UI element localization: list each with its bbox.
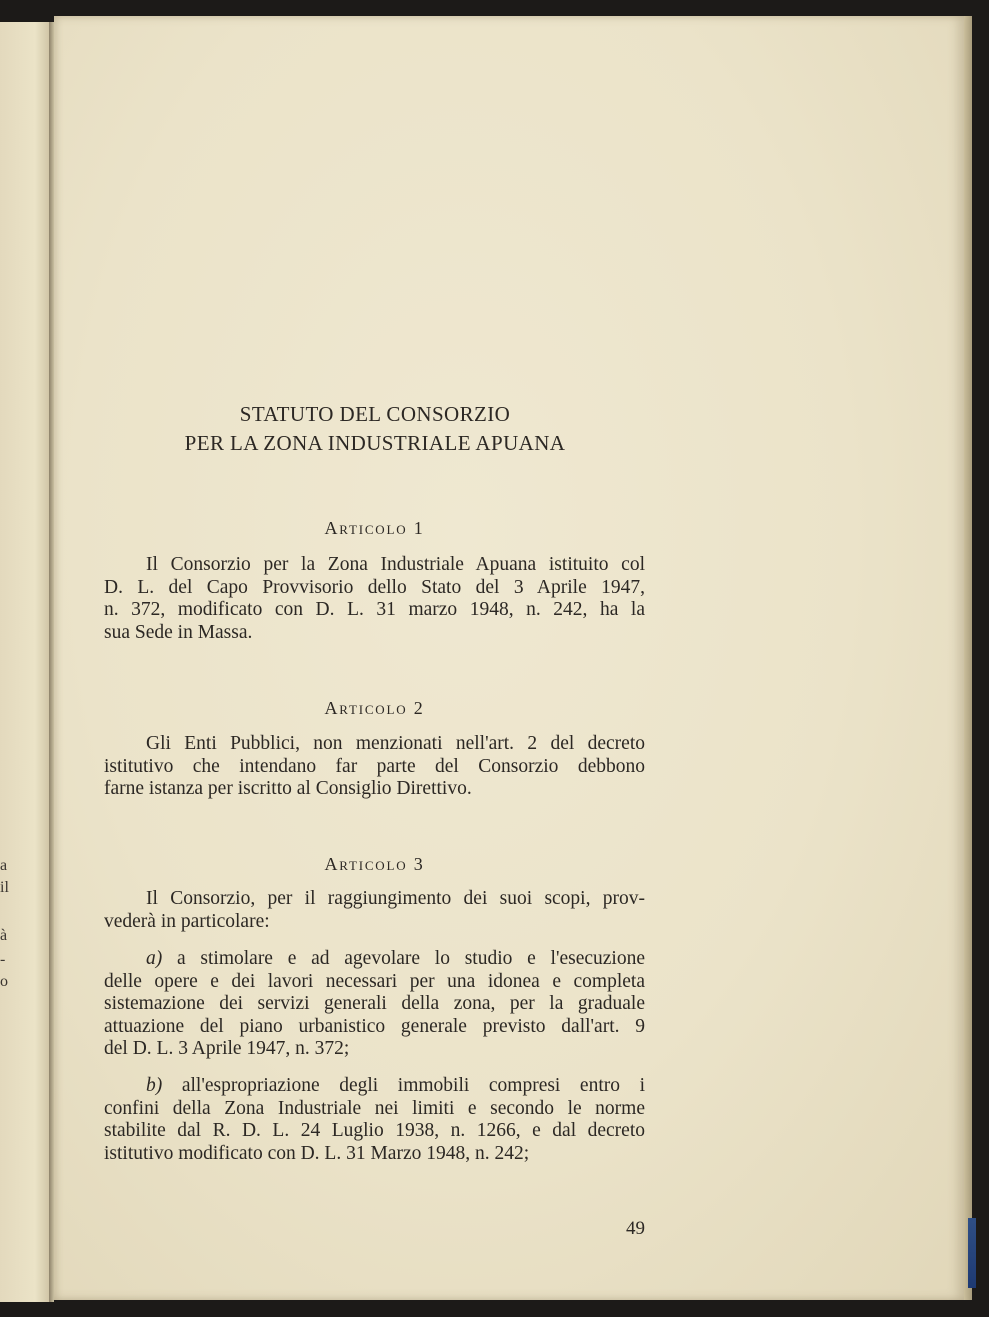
article-2-body (104, 733, 645, 801)
article-line: del D. L. 3 Aprile 1947, n. 372; (104, 1038, 350, 1059)
article-line: stabilite dal R. D. L. 24 Luglio 1938, n. 1266, e dal decreto (104, 1120, 645, 1141)
article-line: a stimolare e ad agevolare lo studio e l'esecuzione (177, 948, 645, 969)
facing-page-fragment: il (0, 879, 9, 896)
document-title-line-1: STATUTO DEL CONSORZIO (239, 402, 511, 426)
article-line: istitutivo che intendano far parte del Consorzio debbono (104, 755, 645, 777)
facing-page-fragment: à (0, 927, 8, 944)
facing-page-fragment: a (0, 857, 8, 874)
article-line: sistemazione dei servizi generali della zona, per la graduale (104, 993, 645, 1014)
article-3-intro (104, 888, 645, 933)
article-1-heading: Articolo 1 (324, 518, 425, 538)
article-line: Il Consorzio per la Zona Industriale Apuana istituito col (146, 554, 645, 575)
article-3-item-a (104, 948, 645, 1061)
article-line: istitutivo modificato con D. L. 31 Marzo 1948, n. 242; (104, 1142, 530, 1164)
article-line: attuazione del piano urbanistico generale previsto dall'art. 9 (104, 1015, 645, 1037)
article-1-body (104, 554, 645, 644)
article-line: sua Sede in Massa. (104, 621, 253, 643)
page-number: 49 (626, 1218, 645, 1239)
article-line: Il Consorzio, per il raggiungimento dei suoi scopi, prov- (146, 888, 645, 909)
facing-page-edge (0, 22, 50, 1302)
facing-page-fragment: o (0, 973, 8, 990)
page-right-edge (964, 16, 972, 1300)
document-title-line-2: PER LA ZONA INDUSTRIALE APUANA (184, 431, 566, 455)
scan-color-marker (968, 1218, 976, 1288)
item-marker: a) (146, 948, 163, 969)
article-line: confini della Zona Industriale nei limiti e secondo le norme (104, 1097, 645, 1119)
facing-page-fragment: - (0, 951, 6, 968)
article-line: D. L. del Capo Provvisorio dello Stato del 3 Aprile 1947, (104, 576, 645, 598)
article-line: all'espropriazione degli immobili compresi entro i (181, 1075, 646, 1096)
article-line: n. 372, modificato con D. L. 31 marzo 1948, n. 242, ha la (104, 599, 645, 620)
article-line: delle opere e dei lavori necessari per una idonea e completa (104, 970, 645, 992)
item-marker: b) (146, 1075, 163, 1096)
article-3-item-b (104, 1075, 645, 1165)
article-line: farne istanza per iscritto al Consiglio Direttivo. (104, 778, 472, 799)
article-3-heading: Articolo 3 (324, 854, 425, 874)
article-line: Gli Enti Pubblici, non menzionati nell'art. 2 del decreto (146, 733, 645, 754)
article-2-heading: Articolo 2 (324, 698, 425, 718)
article-line: vederà in particolare: (104, 910, 270, 932)
